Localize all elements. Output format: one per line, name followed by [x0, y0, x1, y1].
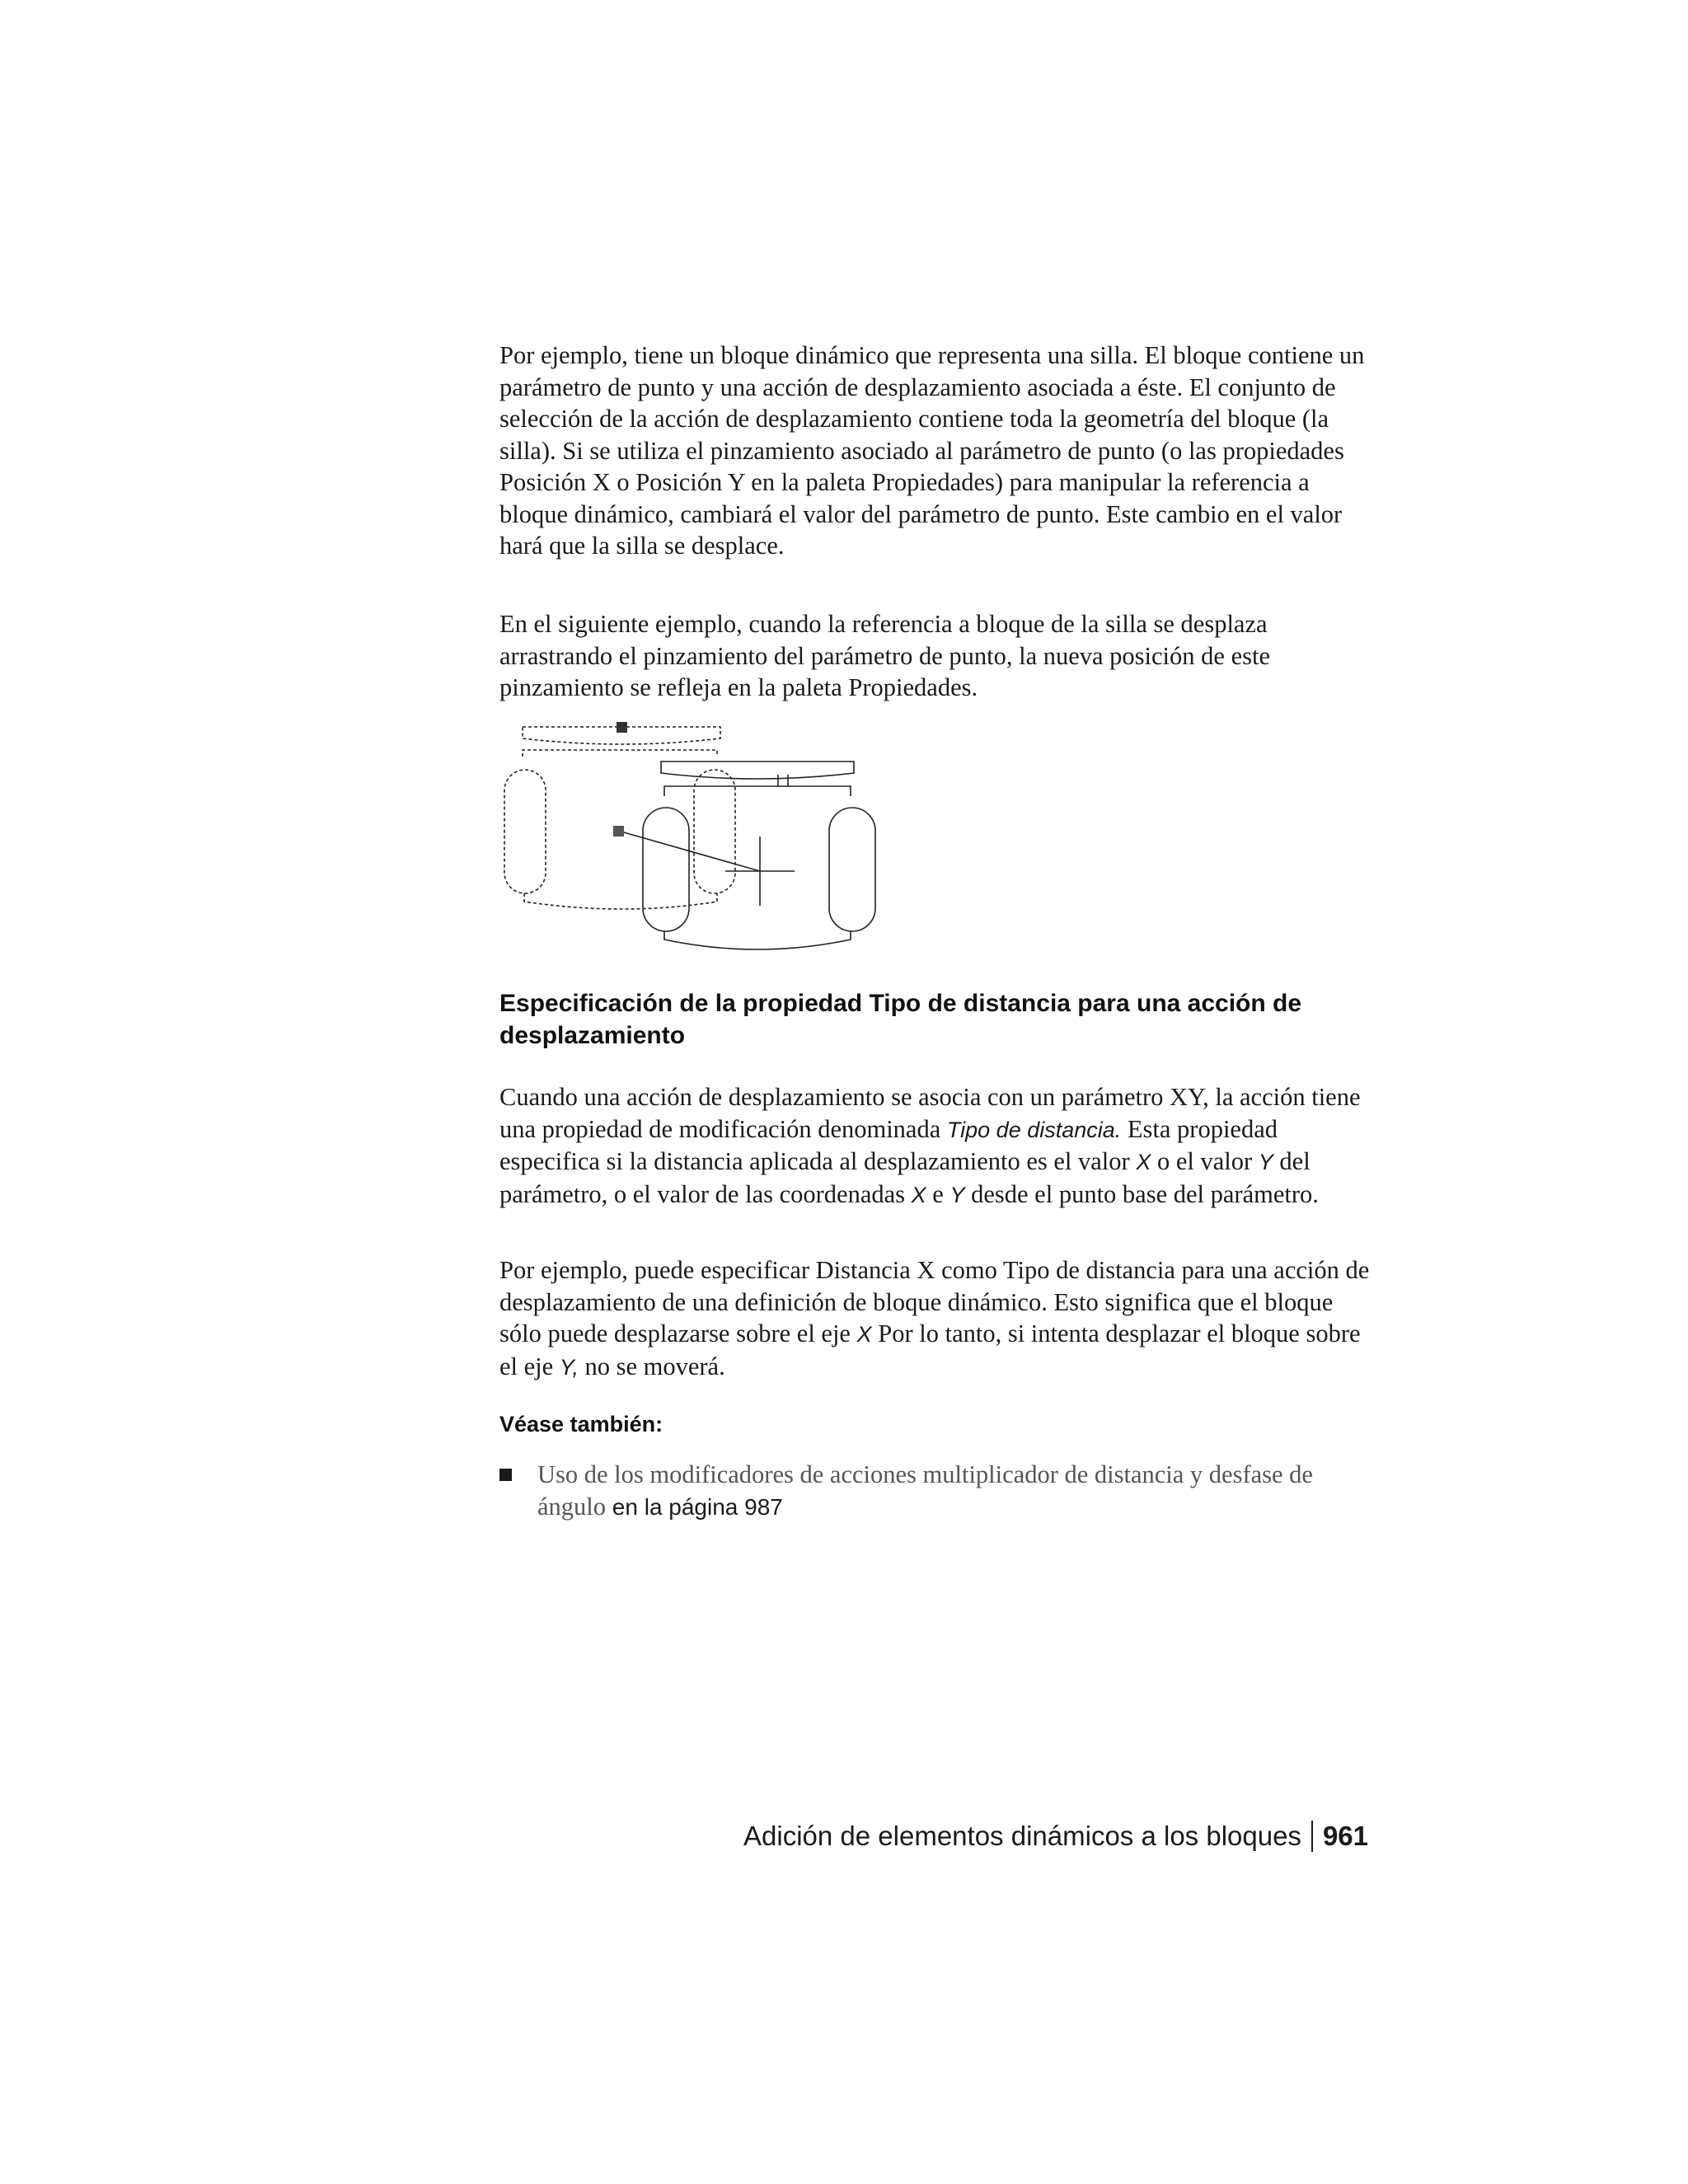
chair-moved-post — [778, 775, 788, 786]
see-also-title: Véase también: — [499, 1412, 663, 1436]
point-parameter-grip — [613, 826, 624, 837]
cross-reference-link[interactable]: Uso de los modificadores de acciones multiplicador de distancia y desfase de ángulo — [537, 1460, 1313, 1521]
chair-move-figure — [499, 720, 887, 958]
chair-moved-seat-front — [664, 931, 851, 949]
footer-section-title: Adición de elementos dinámicos a los bloques — [743, 1821, 1301, 1851]
chair-moved-left-arm — [643, 808, 689, 931]
body-paragraph: Cuando una acción de desplazamiento se asocia con un parámetro XY, la acción tiene una propiedad de modificación denominada Tipo de distancia. Esta propiedad especifica si la distancia aplicada al desplazamiento es el valor X o el valor Y del parámetro, o el valor de las coordenadas X e Y desde el punto base del parámetro. — [499, 1083, 1361, 1208]
chair-original-outline — [504, 727, 735, 909]
chair-original-left-arm — [504, 770, 546, 893]
body-paragraph: Por ejemplo, puede especificar Distancia X como Tipo de distancia para una acción de desplazamiento de una definición de bloque dinámico. Esto significa que el bloque sólo puede desplazarse sobre el eje X Por lo tanto, si intenta desplazar el bloque sobre el eje Y, no se moverá. — [499, 1256, 1370, 1380]
chair-moved-backrest — [661, 762, 854, 779]
section-heading: Especificación de la propiedad Tipo de distancia para una acción de desplazamiento — [499, 990, 1302, 1049]
page-reference: en la página 987 — [606, 1493, 783, 1520]
body-paragraph: Por ejemplo, tiene un bloque dinámico que representa una silla. El bloque contiene un parámetro de punto y una acción de desplazamiento asociada a éste. El conjunto de selección de la acción de desplazamiento contiene toda la geometría del bloque (la silla). Si se utiliza el pinzamiento asociado al parámetro de punto (o las propiedades Posición X o Posición Y en la paleta Propiedades) para manipular la referencia a bloque dinámico, cambiará el valor del parámetro de punto. Este cambio en el valor hará que la silla se desplace. — [499, 341, 1365, 560]
bullet-square-icon — [499, 1469, 512, 1481]
chair-original-seat-front — [524, 893, 717, 909]
footer-separator — [1311, 1821, 1313, 1852]
chair-moved-outline — [643, 762, 875, 949]
page-footer — [743, 1820, 1368, 1853]
grip-original-square — [617, 722, 627, 733]
body-paragraph: En el siguiente ejemplo, cuando la referencia a bloque de la silla se desplaza arrastrando el pinzamiento del parámetro de punto, la nueva posición de este pinzamiento se refleja en la paleta Propiedades. — [499, 610, 1270, 701]
chair-original-right-arm — [694, 770, 735, 893]
chair-moved-top-edge — [664, 786, 851, 796]
page-number: 961 — [1322, 1821, 1368, 1851]
chair-moved-right-arm — [829, 808, 875, 931]
chair-original-top-edge — [523, 750, 717, 757]
